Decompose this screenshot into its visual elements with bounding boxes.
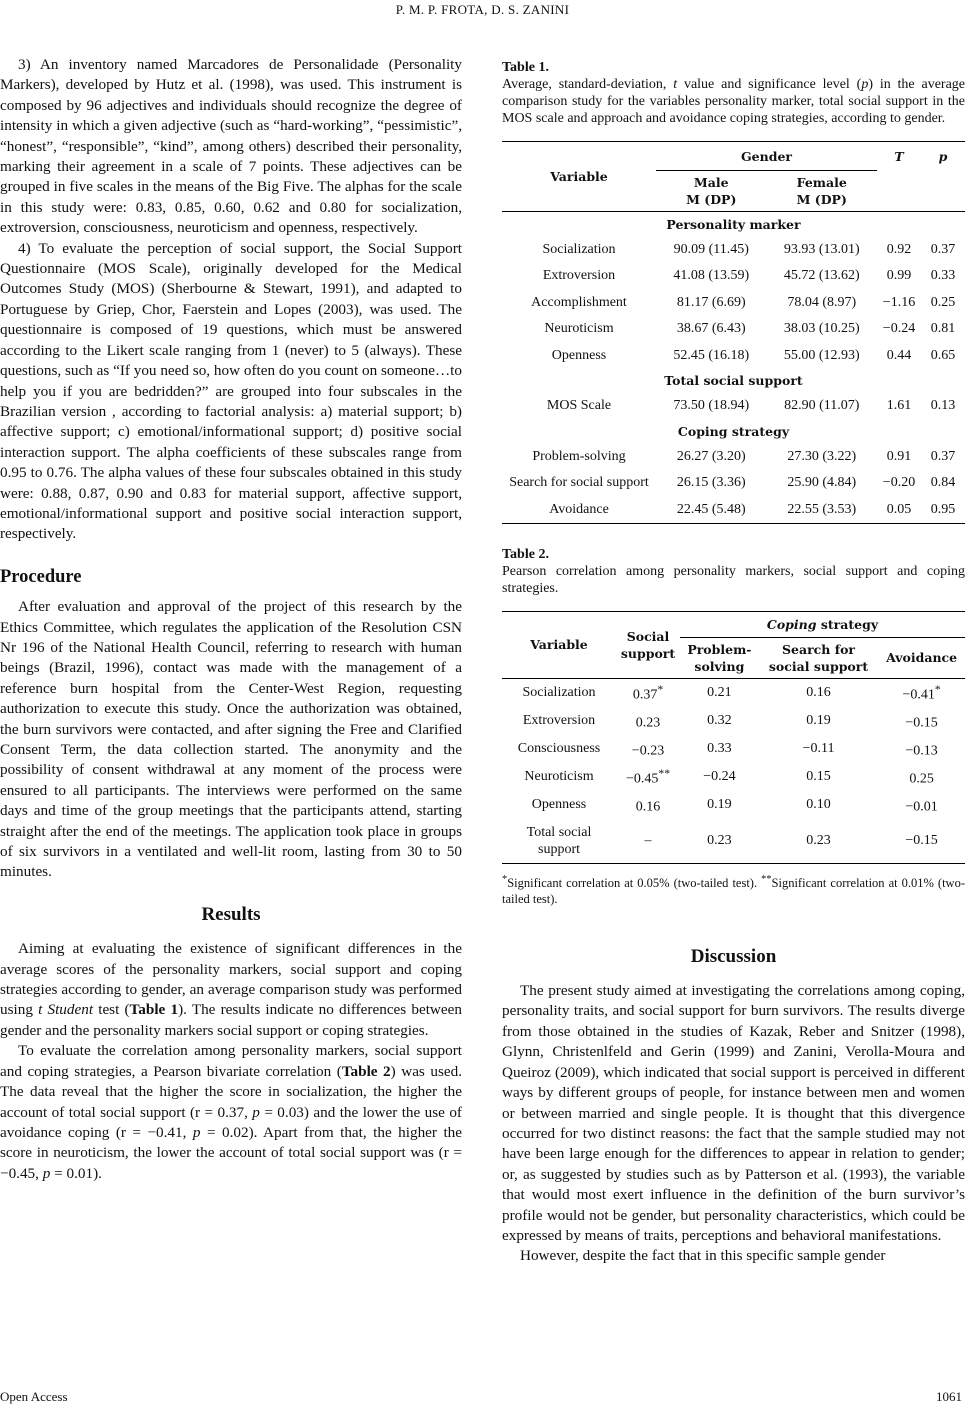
table1-cell: 1.61	[886, 398, 912, 414]
table1-cell: 0.92	[886, 241, 912, 257]
table2-cell-social: −0.23	[631, 743, 665, 759]
table1-cell: 93.93 (13.01)	[783, 241, 860, 257]
procedure-heading: Procedure	[0, 566, 82, 587]
table1-header-t: T	[894, 148, 904, 164]
table2-cell-problem: 0.21	[707, 685, 732, 700]
table1-row	[502, 289, 965, 316]
table2-cell-variable: Extroversion	[522, 713, 596, 728]
table2-cell: −0.15	[905, 833, 938, 848]
table1-caption: Average, standard-deviation, t value and significance level (p) in the average comparison study for the variables personality marker, total social support in the MOS scale and approach and avoidance coping strategies, according to gender.	[502, 77, 965, 126]
results-heading: Results	[201, 903, 261, 925]
table2-cell: –	[644, 833, 652, 848]
table2	[502, 611, 965, 864]
discussion-heading: Discussion	[690, 945, 777, 967]
table1-cell: 0.13	[930, 398, 956, 414]
right-column	[502, 59, 965, 1267]
table1-header-p: p	[938, 148, 948, 164]
table1-cell: 90.09 (11.45)	[673, 241, 749, 257]
table2-header-problem-solving: Problem- solving	[687, 641, 752, 674]
table1-cell: 0.84	[930, 475, 956, 491]
table1-cell: Avoidance	[549, 501, 609, 517]
table1-cell: 0.33	[930, 268, 956, 284]
table1-header-variable: Variable	[502, 142, 656, 212]
table1-row	[502, 496, 965, 523]
table2-header-coping: Coping strategy	[680, 611, 965, 637]
table1-row	[502, 342, 965, 369]
table2-header-social-support: Social support	[616, 611, 680, 678]
table2-header-avoidance: Avoidance	[886, 650, 958, 665]
table1-group-label: Coping strategy	[677, 423, 790, 439]
table1-cell: 0.81	[930, 321, 956, 337]
table1-cell: 0.37	[930, 241, 956, 257]
table1-cell: 0.37	[930, 448, 956, 464]
table2-cell-avoidance: −0.01	[905, 799, 938, 815]
table1-row	[502, 470, 965, 497]
table1-cell: 52.45 (16.18)	[673, 347, 750, 363]
table2-footnote: *Significant correlation at 0.05% (two-tailed test). **Significant correlation at 0.01% (two-tailed test).	[502, 873, 965, 906]
table1-cell: 0.95	[930, 501, 956, 517]
table2-row	[502, 735, 965, 763]
table2-cell: 0.23	[806, 833, 831, 848]
table2-cell-search: −0.11	[802, 741, 835, 756]
table2-row	[502, 819, 965, 864]
table2-cell-avoidance: 0.25	[909, 771, 934, 787]
table2-header-search-support: Search for social support	[768, 641, 869, 674]
table1-cell: 0.91	[886, 448, 912, 464]
table1-cell: 0.99	[886, 268, 912, 284]
table1-cell: 26.27 (3.20)	[676, 448, 746, 464]
table2-row	[502, 763, 965, 791]
table1-group-label: Total social support	[664, 373, 803, 388]
table1-cell: 22.55 (3.53)	[787, 501, 857, 517]
table1-row	[502, 263, 965, 290]
table1-cell: 0.44	[886, 347, 912, 363]
table1-cell: 38.03 (10.25)	[783, 321, 860, 337]
table2-reference[interactable]: Table 2	[341, 1062, 391, 1080]
table1-cell: 27.30 (3.22)	[787, 448, 857, 464]
table1-cell: Neuroticism	[544, 321, 614, 337]
table2-cell-social: 0.37*	[632, 683, 664, 703]
table2-cell-problem: −0.24	[703, 769, 736, 784]
table1-cell: 26.15 (3.36)	[676, 475, 746, 491]
footer-open-access: Open Access	[0, 1389, 68, 1404]
table1-cell: 81.17 (6.69)	[676, 294, 746, 310]
table1-row	[502, 236, 965, 263]
table1-cell: 55.00 (12.93)	[783, 347, 860, 363]
left-column	[0, 55, 462, 1184]
table1-header-male: Male M (DP)	[686, 175, 737, 207]
table1-cell: 41.08 (13.59)	[673, 268, 750, 284]
table1-cell: 78.04 (8.97)	[787, 294, 857, 310]
table1-cell: 38.67 (6.43)	[676, 321, 746, 337]
footer-page-number: 1061	[936, 1389, 962, 1404]
table1-row	[502, 443, 965, 470]
table1-cell: 0.25	[930, 294, 956, 310]
table2-cell: 0.23	[707, 833, 732, 848]
table1-cell: 82.90 (11.07)	[784, 398, 860, 414]
table2-cell-search: 0.19	[806, 713, 831, 728]
table1-cell: Socialization	[542, 241, 616, 257]
table1-cell: Problem-solving	[532, 448, 626, 464]
table2-title: Table 2.	[502, 546, 549, 562]
table2-row	[502, 791, 965, 819]
table2-header-variable: Variable	[502, 611, 616, 678]
table2-row	[502, 678, 965, 707]
table2-cell-search: 0.15	[806, 769, 831, 784]
table2-cell-social: 0.23	[635, 715, 661, 731]
paragraph-inventory: 3) An inventory named Marcadores de Personalidade (Personality Markers), developed by Hutz et al. (1998), was used. This instrument is composed by 96 adjectives and individuals should recognize the degree of intensity in which a given adjective (such as “hard-working”, “pessimistic”, “honest”, “responsible”, “kind”, among others) described their personality, marking their agreement in a scale of 7 points. These adjectives can be grouped in five scales in the means of the Big Five. The alphas for the scale in this study were: 0.83, 0.85, 0.60, 0.62 and 0.80 for socialization, extroversion, consciousness, neuroticism and openness, respectively.	[0, 56, 462, 237]
table1-body	[502, 212, 965, 524]
table1-cell: 73.50 (18.94)	[673, 398, 750, 414]
table2-cell-variable: Neuroticism	[524, 769, 594, 784]
table1-cell: Search for social support	[509, 475, 649, 491]
table1-header-female: Female M (DP)	[796, 175, 847, 207]
table1-row	[502, 316, 965, 343]
table1	[502, 141, 965, 524]
table2-cell-problem: 0.33	[707, 741, 732, 756]
paragraph-discussion-1: The present study aimed at investigating the correlations among coping, personality traits, and social support for burn survivors. The results diverge from those obtained in the studies of Kazak, Reber and Snitzer (1998), Glynn, Christenlfeld and Gerin (1999) and Zanini, Verolla-Moura and Queiroz (2009), which indicated that social support is perceived in different ways by different groups of people, for instance between men and women or between married and single people. It is thought that this divergence occurred for two distinct reasons: the fact that the sample studied may not have been large enough for the differences to appear in relation to gender; or, as suggested by studies such as by Patterson et al. (1993), the variable that would most exert influence in the definition of the burn survivor’s profile would not be gender, but personality characteristics, which could be expressed by means of traits, perceptions and behavioral manifestations.	[502, 982, 965, 1244]
table2-cell-variable: Total social support	[526, 824, 592, 857]
table2-cell-variable: Openness	[531, 797, 587, 812]
table2-row	[502, 707, 965, 735]
table1-cell: 45.72 (13.62)	[783, 268, 860, 284]
table1-cell: −0.24	[882, 321, 916, 337]
table2-body	[502, 678, 965, 863]
table2-cell-avoidance: −0.15	[905, 715, 938, 731]
table1-cell: 0.65	[930, 347, 956, 363]
paragraph-social-support: 4) To evaluate the perception of social support, the Social Support Questionnaire (MOS Scale), originally developed for the Medical Outcomes Study (MOS) (Sherbourne & Stewart, 1991), and adapted to Portuguese by Griep, Chor, Faerstein and Lopes (2003), was used. The questionnaire is composed of 19 questions, which must be answered according to the Likert scale ranging from 1 (never) to 5 (always). These questions, such as “If you need so, how often do you count on someone…to help you if you are bedridden?” are grouped into four subscales in the Brazilian version , according to factorial analysis: a) material support; b) affective support; c) emotional/informational support; d) positive social interaction support. The alpha coefficients of these subscales range from 0.95 to 0.76. The alpha values of these four subscales obtained in this study were: 0.88, 0.87, 0.90 and 0.83 for material support, affective support, emotional/informational support and positive social interaction support, respectively.	[0, 239, 462, 543]
table1-cell: 0.05	[886, 501, 912, 517]
paragraph-results-1: Aiming at evaluating the existence of significant differences in the average scores of the personality markers, social support and coping strategies according to gender, an average comparison study was performed using t Student test (Table 1). The results indicate no differences between gender and the personality markers social support or coping strategies.	[0, 940, 462, 1039]
paragraph-procedure: After evaluation and approval of the project of this research by the Ethics Committee, which regulates the application of the Resolution CSN Nr 196 of the National Health Council, referring to research with human beings (Brazil, 1996), contact was made with the management of a reference burn hospital from the Center-West Region, requesting authorization to execute this study. Once the authorization was obtained, the burn survivors were contacted, and after signing the Free and Clarified Consent Term, the data collection started. The anonymity and the possibility of consent withdrawal at any moment of the process were ensured to all participants. The interviews were performed on the same days and time of the group meetings that the participants attend, starting straight after the end of the meetings. The application took place in groups of six survivors in a ventilated and well-lit room, lasting from 30 to 50 minutes.	[0, 598, 462, 881]
paragraph-discussion-2: However, despite the fact that in this specific sample gender	[520, 1247, 886, 1265]
table2-cell-search: 0.10	[806, 797, 831, 812]
paragraph-results-2: To evaluate the correlation among personality markers, social support and coping strategies, a Pearson bivariate correlation (Table 2) was used. The data reveal that the higher the score in socialization, the higher the account of total social support (r = 0.37, p = 0.03) and the lower the use of avoidance coping (r = −0.41, p = 0.02). Apart from that, the higher the score in neuroticism, the lower the account of total social support was (r = −0.45, p = 0.01).	[0, 1042, 463, 1182]
table2-cell-avoidance: −0.41*	[902, 683, 941, 703]
table1-cell: Openness	[551, 347, 607, 363]
table1-header-gender: Gender	[656, 142, 877, 171]
table1-row	[502, 393, 965, 420]
table1-cell: Extroversion	[542, 268, 616, 284]
table2-cell-search: 0.16	[806, 685, 831, 700]
table2-cell-social: 0.16	[635, 799, 661, 815]
table2-cell-variable: Socialization	[522, 685, 596, 700]
table2-cell-problem: 0.32	[707, 713, 732, 728]
table1-cell: 25.90 (4.84)	[787, 475, 857, 491]
table1-cell: MOS Scale	[546, 398, 612, 414]
table1-group-row	[502, 369, 965, 393]
table2-cell-social: −0.45**	[625, 767, 671, 787]
table1-cell: 22.45 (5.48)	[676, 501, 746, 517]
table2-caption: Pearson correlation among personality markers, social support and coping strategies.	[502, 563, 965, 596]
table1-reference[interactable]: Table 1	[129, 1001, 179, 1019]
table1-group-row	[502, 419, 965, 443]
table1-cell: Accomplishment	[531, 294, 627, 310]
table1-cell: −1.16	[882, 294, 916, 310]
table1-group-row	[502, 212, 965, 237]
table1-title: Table 1.	[502, 60, 549, 75]
table1-cell: −0.20	[882, 475, 916, 491]
table1-group-label: Personality marker	[666, 216, 801, 232]
table2-cell-problem: 0.19	[707, 797, 732, 812]
table2-cell-avoidance: −0.13	[905, 743, 938, 759]
running-header: P. M. P. FROTA, D. S. ZANINI	[395, 2, 570, 17]
table2-cell-variable: Consciousness	[517, 741, 601, 756]
